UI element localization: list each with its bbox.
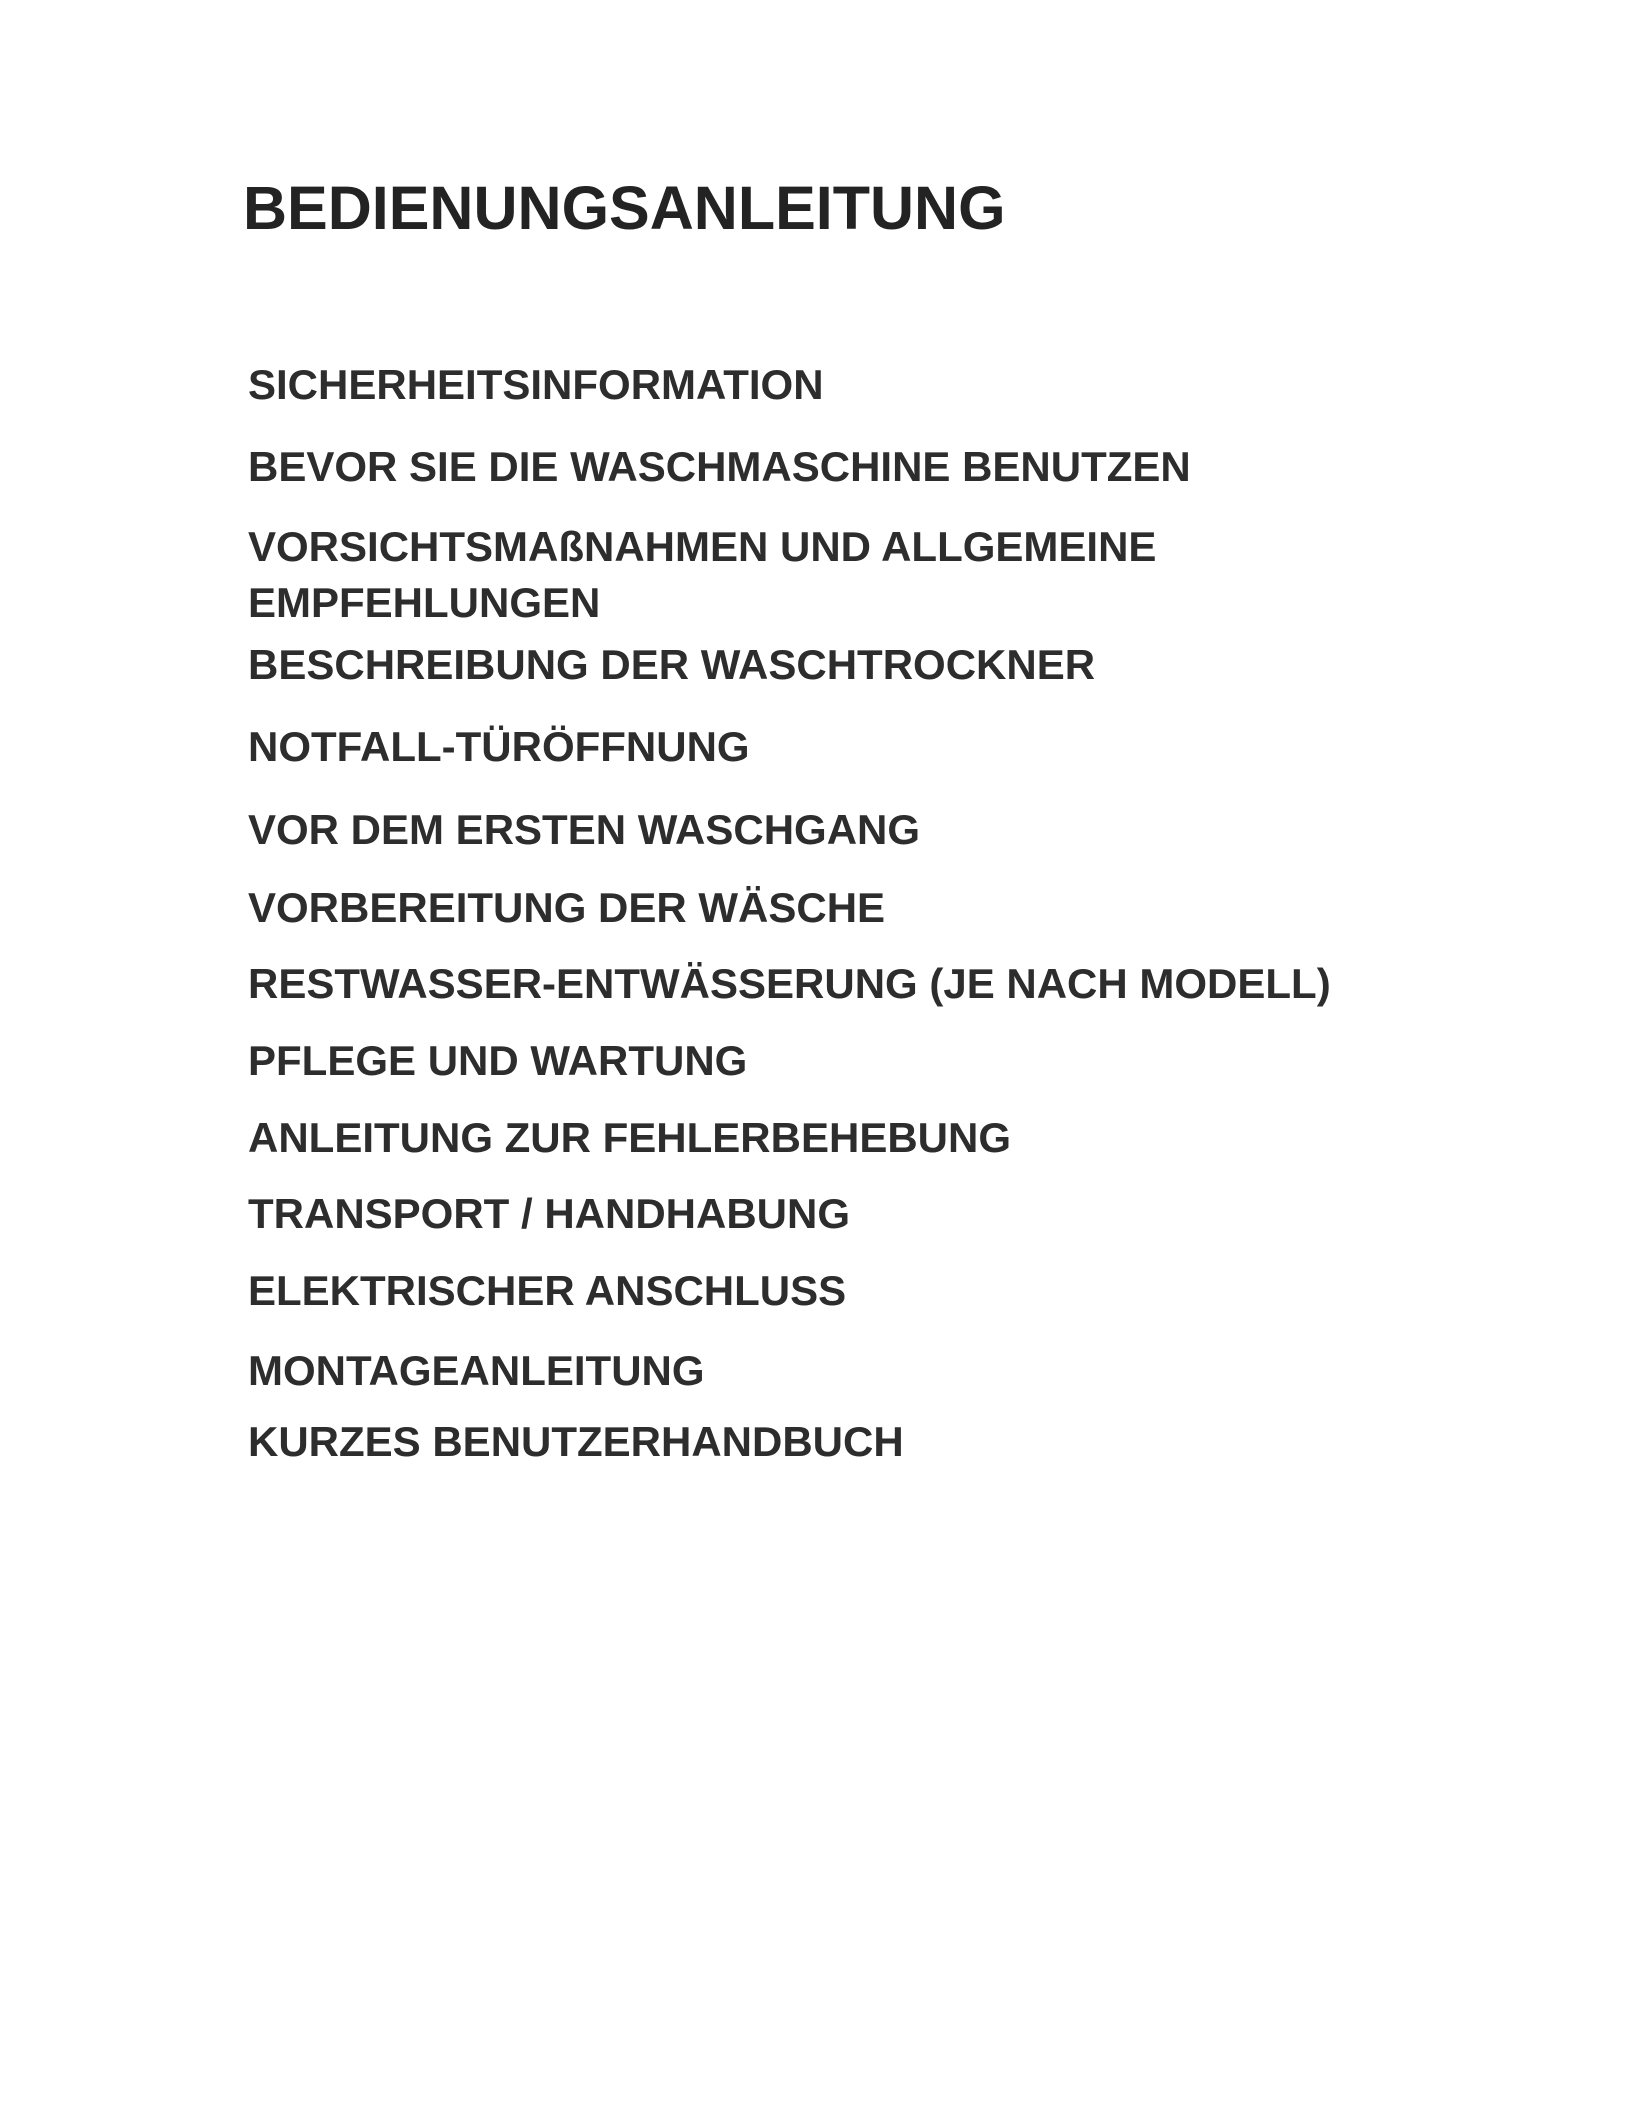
toc-item-installation-instructions: MONTAGEANLEITUNG — [248, 1347, 705, 1394]
toc-item-description: BESCHREIBUNG DER WASCHTROCKNER — [248, 641, 1096, 688]
document-title: BEDIENUNGSANLEITUNG — [243, 174, 1006, 242]
toc-item-before-first-wash: VOR DEM ERSTEN WASCHGANG — [248, 806, 921, 853]
toc-item-residual-water-drainage: RESTWASSER-ENTWÄSSERUNG (JE NACH MODELL) — [248, 960, 1331, 1007]
toc-item-laundry-preparation: VORBEREITUNG DER WÄSCHE — [248, 884, 886, 931]
toc-item-electrical-connection: ELEKTRISCHER ANSCHLUSS — [248, 1267, 847, 1314]
toc-item-care-maintenance: PFLEGE UND WARTUNG — [248, 1037, 748, 1084]
toc-item-troubleshooting: ANLEITUNG ZUR FEHLERBEHEBUNG — [248, 1114, 1011, 1161]
toc-item-transport-handling: TRANSPORT / HANDHABUNG — [248, 1190, 850, 1237]
toc-item-safety-information: SICHERHEITSINFORMATION — [248, 361, 824, 408]
toc-item-before-using: BEVOR SIE DIE WASCHMASCHINE BENUTZEN — [248, 443, 1191, 490]
toc-item-emergency-door-opening: NOTFALL-TÜRÖFFNUNG — [248, 723, 750, 770]
toc-item-precautions: VORSICHTSMAßNAHMEN UND ALLGEMEINE EMPFEHLUNGEN — [248, 523, 1157, 626]
toc-item-quick-user-guide: KURZES BENUTZERHANDBUCH — [248, 1418, 904, 1465]
